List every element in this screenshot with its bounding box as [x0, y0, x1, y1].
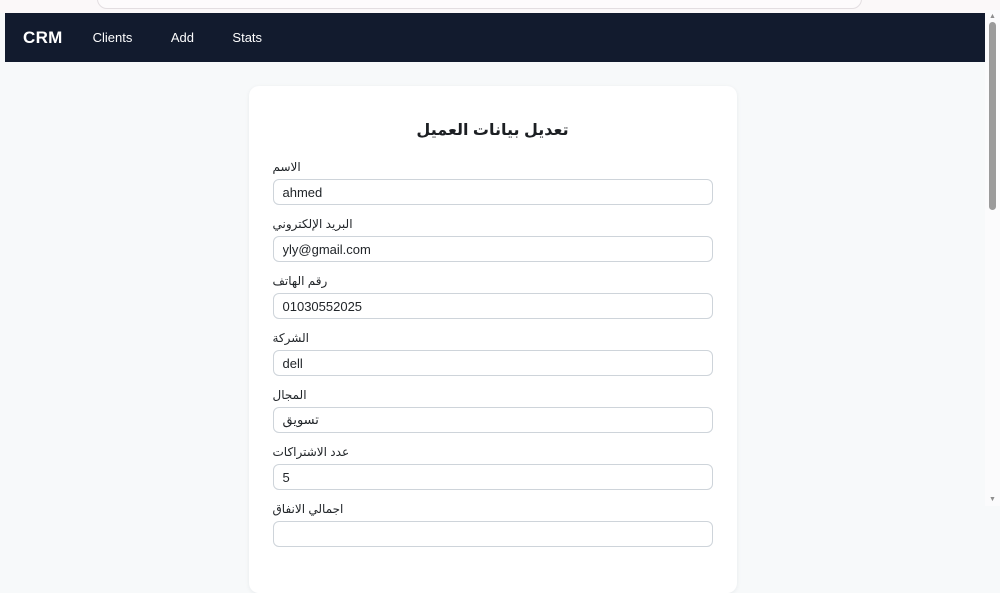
scroll-down-icon[interactable]: ▼: [989, 496, 996, 503]
edit-client-form: [273, 160, 713, 547]
browser-scrollbar[interactable]: [985, 10, 1000, 506]
addressbar-bottom-edge: [97, 0, 862, 9]
field-input[interactable]: [273, 236, 713, 262]
form-field: [273, 217, 713, 262]
form-field: [273, 445, 713, 490]
nav-links: [76, 29, 279, 47]
field-input[interactable]: [273, 179, 713, 205]
scroll-up-icon[interactable]: ▲: [989, 13, 996, 20]
field-label: الاسم: [272, 160, 301, 174]
form-field: [273, 160, 713, 205]
field-label: عدد الاشتراكات: [272, 445, 350, 459]
edit-client-card: [249, 86, 737, 593]
form-field: [273, 502, 713, 547]
app-viewport: [0, 13, 985, 516]
nav-link-clients[interactable]: Clients: [92, 29, 133, 45]
top-navbar: [5, 13, 985, 62]
nav-link-stats[interactable]: Stats: [232, 29, 263, 45]
form-title: تعديل بيانات العميل: [416, 122, 569, 139]
scrollbar-thumb[interactable]: [989, 22, 996, 210]
field-label: المجال: [272, 388, 307, 402]
field-input[interactable]: [273, 464, 713, 490]
field-label: رقم الهاتف: [272, 274, 328, 288]
main-content: [0, 62, 985, 593]
field-label: البريد الإلكتروني: [272, 217, 353, 231]
form-field: [273, 331, 713, 376]
field-input[interactable]: [273, 350, 713, 376]
field-label: اجمالي الانفاق: [272, 502, 344, 516]
brand-crm[interactable]: CRM: [23, 27, 63, 47]
field-input[interactable]: [273, 521, 713, 547]
field-input[interactable]: [273, 293, 713, 319]
nav-link-add[interactable]: Add: [170, 29, 194, 45]
form-field: [273, 388, 713, 433]
browser-chrome-strip: [0, 0, 1000, 13]
field-input[interactable]: [273, 407, 713, 433]
field-label: الشركة: [272, 331, 309, 345]
form-field: [273, 274, 713, 319]
